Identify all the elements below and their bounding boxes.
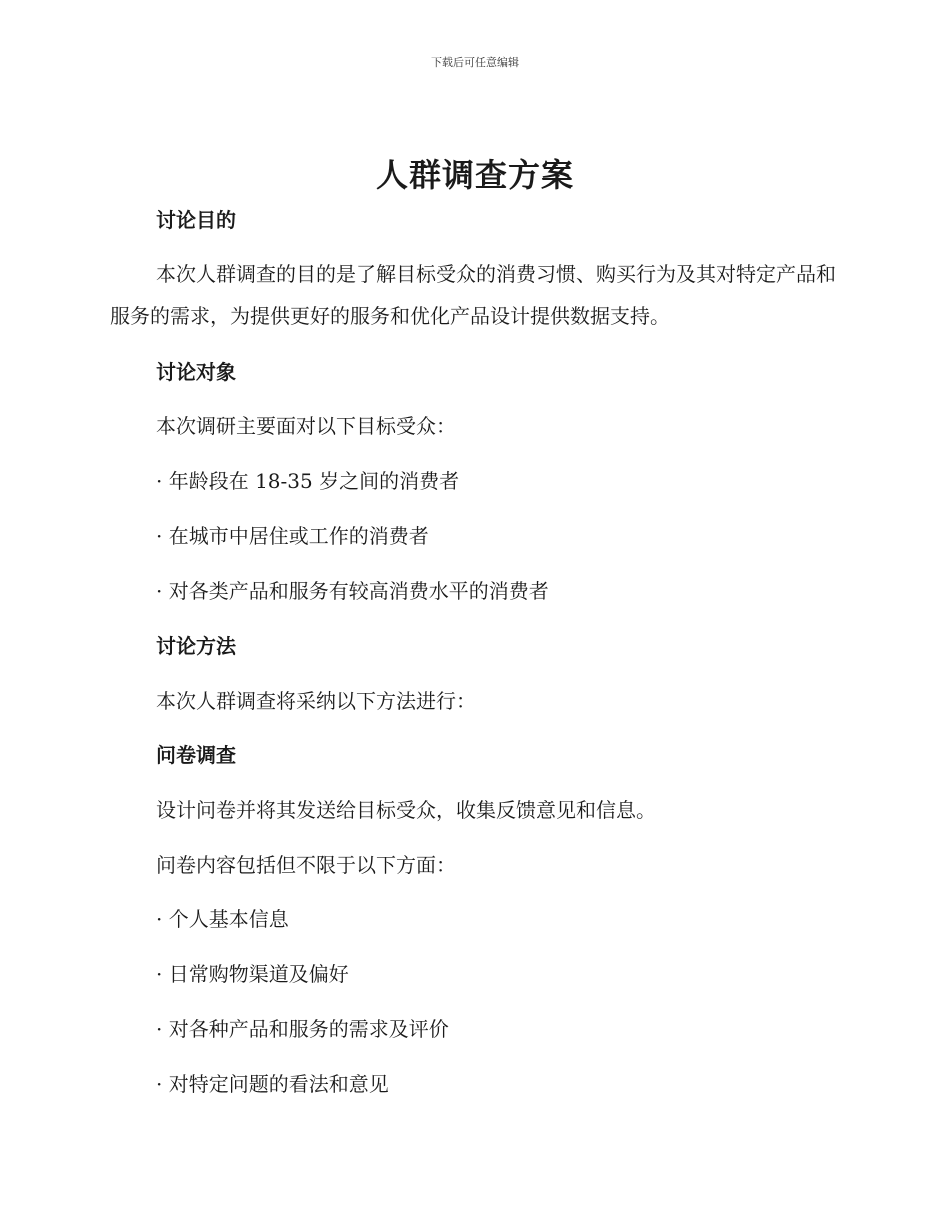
questionnaire-description: 设计问卷并将其发送给目标受众，收集反馈意见和信息。	[156, 798, 656, 822]
section-heading-questionnaire: 问卷调查	[156, 743, 236, 767]
questionnaire-list-item: · 对各种产品和服务的需求及评价	[156, 1017, 449, 1041]
audience-list-item: · 对各类产品和服务有较高消费水平的消费者	[156, 579, 549, 603]
page-header: 下载后可任意编辑	[431, 56, 519, 69]
section-heading-method: 讨论方法	[156, 634, 236, 658]
questionnaire-list-item: · 对特定问题的看法和意见	[156, 1072, 389, 1096]
section-heading-audience: 讨论对象	[156, 360, 236, 384]
method-intro: 本次人群调查将采纳以下方法进行：	[156, 689, 476, 713]
questionnaire-list-item: · 日常购物渠道及偏好	[156, 962, 349, 986]
questionnaire-content-intro: 问卷内容包括但不限于以下方面：	[156, 853, 456, 877]
audience-list-item: · 年龄段在 18-35 岁之间的消费者	[156, 469, 460, 493]
document-title: 人群调查方案	[375, 156, 574, 194]
purpose-paragraph: 本次人群调查的目的是了解目标受众的消费习惯、购买行为及其对特定产品和服务的需求，为提供更好的服务和优化产品设计提供数据支持。	[110, 262, 836, 328]
section-heading-purpose: 讨论目的	[156, 208, 236, 232]
audience-list-item: · 在城市中居住或工作的消费者	[156, 524, 429, 548]
questionnaire-list-item: · 个人基本信息	[156, 907, 289, 931]
audience-intro: 本次调研主要面对以下目标受众：	[156, 414, 456, 438]
